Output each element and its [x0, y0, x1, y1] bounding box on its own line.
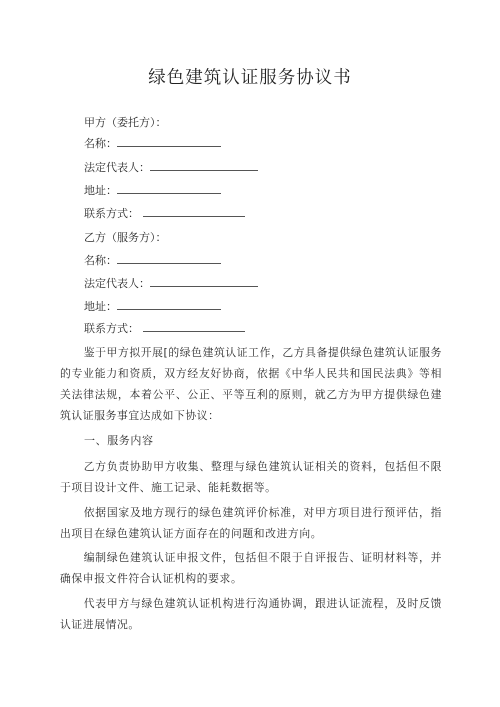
party-b-address-blank [117, 299, 221, 310]
party-a-heading [84, 115, 167, 131]
party-b-heading [84, 230, 167, 246]
preamble-paragraph: 鉴于甲方拟开展[的绿色建筑认证工作，乙方具备提供绿色建筑认证服务的专业能力和资质，双方经友好协商，依据《中华人民共和国民法典》等相关法律法规，本着公平、公正、平等互利的原则，就乙方为甲方提供绿色建筑认证服务事宜达成如下协议： [60, 346, 442, 422]
party-a-address-label: 地址： [84, 184, 117, 197]
party-a-heading-text: 甲方（委托方）： [84, 116, 167, 129]
party-a-contact-label: 联系方式： [84, 207, 139, 220]
section-1-heading: 一、服务内容 [84, 434, 154, 447]
party-b-name-line [84, 253, 221, 269]
party-a-name-blank [117, 136, 221, 147]
party-b-rep-line [84, 276, 258, 292]
party-a-name-label: 名称： [84, 137, 117, 150]
party-b-contact-label: 联系方式： [84, 322, 139, 335]
party-b-rep-label: 法定代表人： [84, 277, 150, 290]
party-b-address-label: 地址： [84, 300, 117, 313]
party-a-name-line [84, 136, 221, 152]
party-a-contact-line [84, 206, 245, 222]
party-a-rep-line [84, 160, 258, 176]
party-b-contact-line [84, 321, 245, 337]
party-a-address-blank [117, 183, 221, 194]
section-1-item-4: 代表甲方与绿色建筑认证机构进行沟通协调，跟进认证流程，及时反馈认证进展情况。 [60, 597, 442, 631]
party-a-address-line [84, 183, 221, 199]
party-b-name-label: 名称： [84, 254, 117, 267]
party-a-contact-blank [143, 206, 245, 217]
party-b-name-blank [117, 253, 221, 264]
document-title: 绿色建筑认证服务协议书 [148, 68, 352, 88]
party-b-heading-text: 乙方（服务方）： [84, 231, 167, 244]
section-1-item-3: 编制绿色建筑认证申报文件，包括但不限于自评报告、证明材料等，并确保申报文件符合认证机构的要求。 [60, 551, 442, 585]
section-1-item-2: 依据国家及地方现行的绿色建筑评价标准，对甲方项目进行预评估，指出项目在绿色建筑认证方面存在的问题和改进方向。 [60, 506, 442, 540]
party-a-rep-label: 法定代表人： [84, 161, 150, 174]
party-b-contact-blank [143, 321, 245, 332]
section-1-item-1: 乙方负责协助甲方收集、整理与绿色建筑认证相关的资料，包括但不限于项目设计文件、施工记录、能耗数据等。 [60, 460, 442, 494]
party-a-rep-blank [150, 160, 258, 171]
party-b-rep-blank [150, 276, 258, 287]
party-b-address-line [84, 299, 221, 315]
